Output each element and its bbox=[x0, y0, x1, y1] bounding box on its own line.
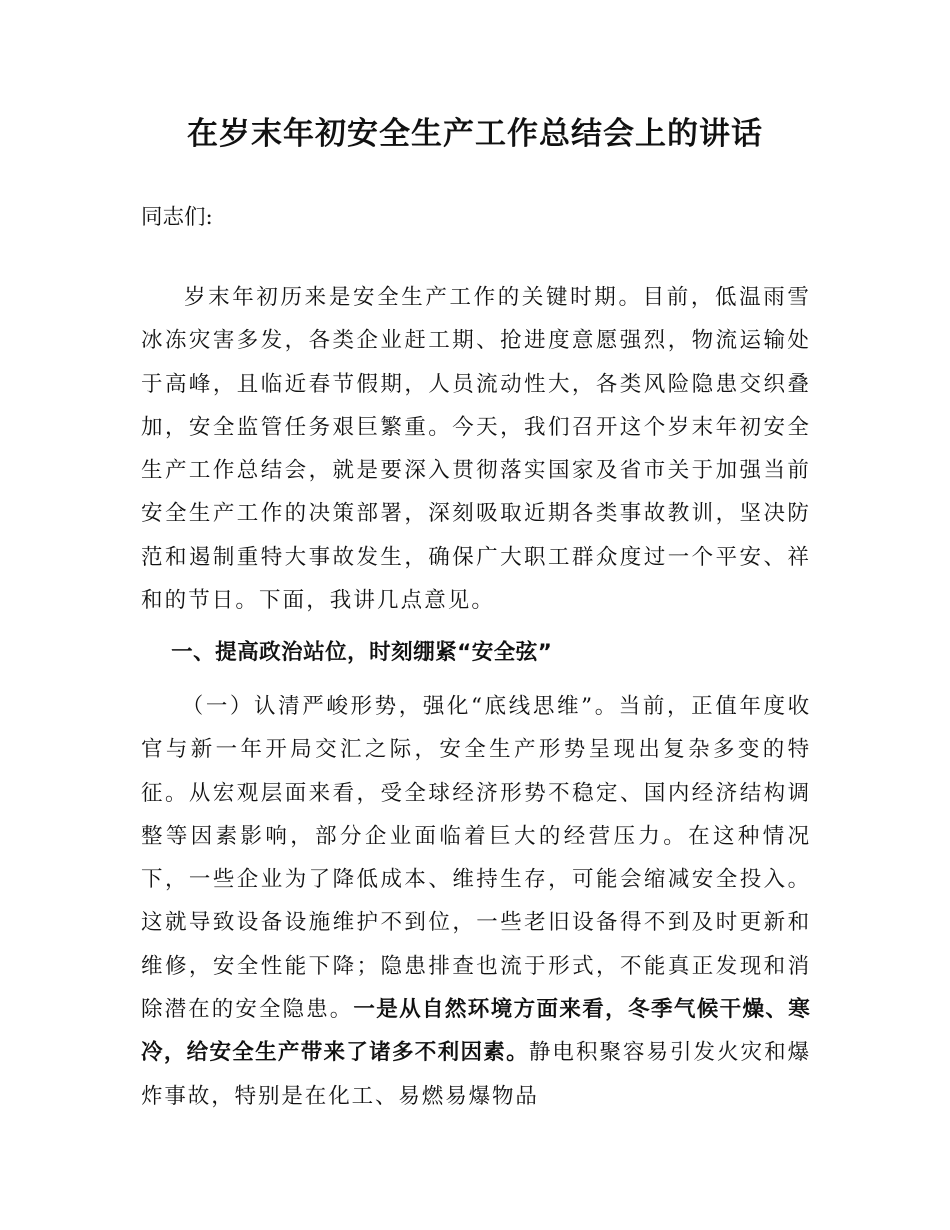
paragraph-tail-text: 静电积聚容易引发火灾和爆炸事故，特别是在化工、易燃易爆物品 bbox=[141, 1040, 811, 1109]
section-1-paragraph-1 bbox=[141, 685, 811, 1118]
document-title: 在岁末年初安全生产工作总结会上的讲话 bbox=[187, 116, 763, 152]
paragraph-lead-text: （一）认清严峻形势，强化“底线思维”。当前，正值年度收官与新一年开局交汇之际，安全生产形势呈现出复杂多变的特征。从宏观层面来看，受全球经济形势不稳定、国内经济结构调整等因素影响，部分企业面临着巨大的经营压力。在这种情况下，一些企业为了降低成本、维持生存，可能会缩减安全投入。这就导致设备设施维护不到位，一些老旧设备得不到及时更新和维修，安全性能下降；隐患排查也流于形式，不能真正发现和消除潜在的安全隐患。 bbox=[141, 694, 811, 1023]
emphasis-text: 一是从自然环境方面来看，冬季气候干燥、寒冷，给安全生产带来了诸多不利因素。 bbox=[141, 997, 811, 1066]
salutation: 同志们: bbox=[141, 205, 213, 230]
section-heading-1: 一、提高政治站位，时刻绷紧“安全弦” bbox=[171, 640, 553, 665]
opening-paragraph: 岁末年初历来是安全生产工作的关键时期。目前，低温雨雪冰冻灾害多发，各类企业赶工期、抢进度意愿强烈，物流运输处于高峰，且临近春节假期，人员流动性大，各类风险隐患交织叠加，安全监管任务艰巨繁重。今天，我们召开这个岁末年初安全生产工作总结会，就是要深入贯彻落实国家及省市关于加强当前安全生产工作的决策部署，深刻吸取近期各类事故教训，坚决防范和遏制重特大事故发生，确保广大职工群众度过一个平安、祥和的节日。下面，我讲几点意见。 bbox=[141, 285, 811, 614]
